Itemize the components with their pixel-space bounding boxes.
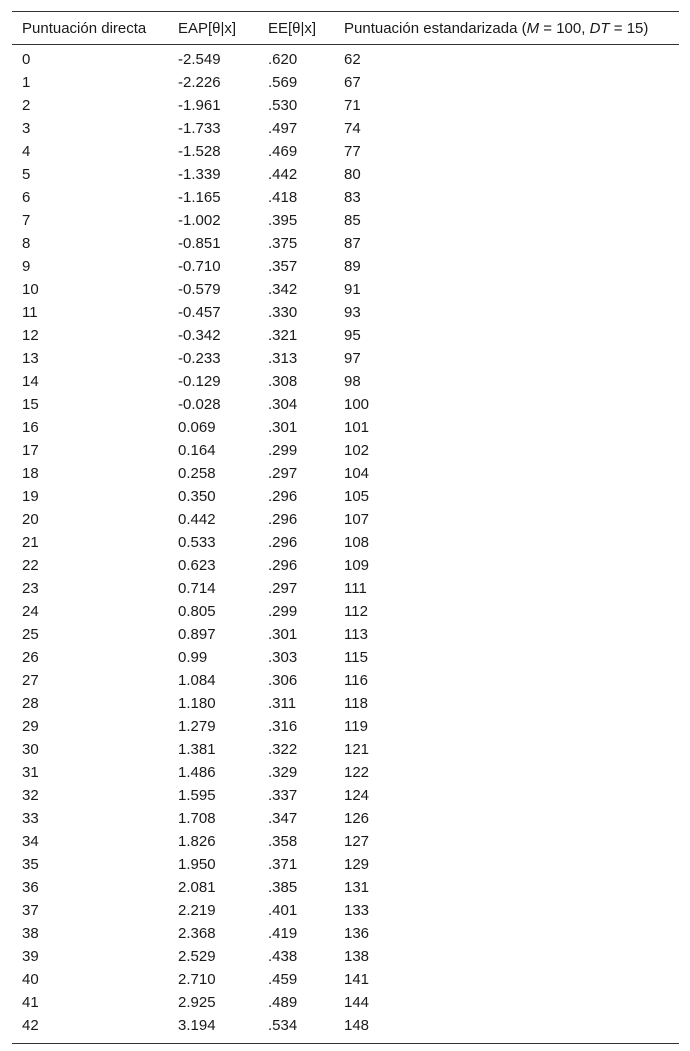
- eap-cell: 2.081: [178, 879, 216, 896]
- standard-error-cell: .297: [268, 465, 298, 482]
- table-row: [12, 853, 679, 876]
- standardized-score-cell: 107: [344, 511, 370, 528]
- eap-cell: 1.950: [178, 856, 216, 873]
- eap-cell: 0.805: [178, 603, 216, 620]
- eap-cell: 0.442: [178, 511, 216, 528]
- eap-cell: -1.165: [178, 189, 221, 206]
- table-row: [12, 301, 679, 324]
- standard-error-cell: .357: [268, 258, 298, 275]
- table-row: [12, 94, 679, 117]
- raw-score-cell: 22: [22, 557, 39, 574]
- standardized-score-cell: 122: [344, 764, 370, 781]
- eap-cell: -0.233: [178, 350, 221, 367]
- header-standard-error: EE[θ|x]: [268, 19, 317, 37]
- standardized-score-cell: 127: [344, 833, 370, 850]
- table-row: [12, 324, 679, 347]
- standardized-score-cell: 97: [344, 350, 361, 367]
- standard-error-cell: .489: [268, 994, 298, 1011]
- standard-error-cell: .316: [268, 718, 298, 735]
- standard-error-cell: .301: [268, 626, 298, 643]
- standard-error-cell: .469: [268, 143, 298, 160]
- header-sd-symbol: DT: [589, 19, 610, 37]
- eap-cell: 2.529: [178, 948, 216, 965]
- raw-score-cell: 16: [22, 419, 39, 436]
- raw-score-cell: 28: [22, 695, 39, 712]
- standardized-score-cell: 71: [344, 97, 361, 114]
- table-row: [12, 393, 679, 416]
- eap-cell: 2.219: [178, 902, 216, 919]
- eap-cell: 1.826: [178, 833, 216, 850]
- table-row: [12, 876, 679, 899]
- standardized-score-cell: 87: [344, 235, 361, 252]
- raw-score-cell: 15: [22, 396, 39, 413]
- standardized-score-cell: 136: [344, 925, 370, 942]
- standardized-score-cell: 101: [344, 419, 370, 436]
- header-standardized-score: [334, 12, 679, 45]
- table-row: [12, 899, 679, 922]
- standardized-score-cell: 113: [344, 626, 368, 643]
- table-row: [12, 163, 679, 186]
- eap-cell: -0.129: [178, 373, 221, 390]
- standardized-score-cell: 129: [344, 856, 370, 873]
- table-row: [12, 209, 679, 232]
- raw-score-cell: 14: [22, 373, 39, 390]
- eap-cell: 0.164: [178, 442, 216, 459]
- raw-score-cell: 2: [22, 97, 31, 114]
- standardized-score-cell: 116: [344, 672, 368, 689]
- raw-score-cell: 34: [22, 833, 39, 850]
- raw-score-cell: 25: [22, 626, 39, 643]
- header-standardized-prefix: Puntuación estandarizada (: [344, 19, 527, 37]
- standard-error-cell: .442: [268, 166, 298, 183]
- standardized-score-cell: 118: [344, 695, 368, 712]
- eap-cell: -1.339: [178, 166, 221, 183]
- standardized-score-cell: 112: [344, 603, 368, 620]
- standard-error-cell: .358: [268, 833, 298, 850]
- standardized-score-cell: 95: [344, 327, 361, 344]
- table-row: [12, 715, 679, 738]
- standardized-score-cell: 111: [344, 580, 367, 597]
- eap-cell: 0.897: [178, 626, 216, 643]
- standard-error-cell: .306: [268, 672, 298, 689]
- raw-score-cell: 31: [22, 764, 39, 781]
- standardized-score-cell: 144: [344, 994, 370, 1011]
- standard-error-cell: .569: [268, 74, 298, 91]
- raw-score-cell: 17: [22, 442, 39, 459]
- raw-score-cell: 12: [22, 327, 39, 344]
- standard-error-cell: .395: [268, 212, 298, 229]
- standardized-score-cell: 138: [344, 948, 370, 965]
- standard-error-cell: .296: [268, 511, 298, 528]
- eap-cell: 0.258: [178, 465, 216, 482]
- header-row: [12, 12, 679, 45]
- table-body: [12, 45, 679, 1044]
- raw-score-cell: 38: [22, 925, 39, 942]
- table-row: [12, 623, 679, 646]
- table-row: [12, 416, 679, 439]
- table-row: [12, 485, 679, 508]
- eap-cell: -0.710: [178, 258, 221, 275]
- table-row: [12, 462, 679, 485]
- raw-score-cell: 8: [22, 235, 31, 252]
- standard-error-cell: .342: [268, 281, 298, 298]
- standard-error-cell: .304: [268, 396, 298, 413]
- eap-cell: 1.180: [178, 695, 216, 712]
- table-row: [12, 922, 679, 945]
- standard-error-cell: .401: [268, 902, 298, 919]
- table-row: [12, 991, 679, 1014]
- eap-cell: 3.194: [178, 1017, 216, 1034]
- table-row: [12, 531, 679, 554]
- table-row: [12, 807, 679, 830]
- standard-error-cell: .321: [268, 327, 298, 344]
- table-row: [12, 784, 679, 807]
- table-row: [12, 830, 679, 853]
- standard-error-cell: .311: [268, 695, 297, 712]
- raw-score-cell: 4: [22, 143, 31, 160]
- standardized-score-cell: 148: [344, 1017, 370, 1034]
- raw-score-cell: 3: [22, 120, 31, 137]
- eap-cell: 0.623: [178, 557, 216, 574]
- table-row: [12, 140, 679, 163]
- raw-score-cell: 6: [22, 189, 31, 206]
- raw-score-cell: 33: [22, 810, 39, 827]
- standard-error-cell: .620: [268, 51, 298, 68]
- raw-score-cell: 23: [22, 580, 39, 597]
- eap-cell: -1.961: [178, 97, 221, 114]
- raw-score-cell: 32: [22, 787, 39, 804]
- table-row: [12, 278, 679, 301]
- table-row: [12, 738, 679, 761]
- score-conversion-table-container: [12, 11, 679, 1044]
- standard-error-cell: .371: [268, 856, 298, 873]
- standard-error-cell: .385: [268, 879, 298, 896]
- standardized-score-cell: 93: [344, 304, 361, 321]
- standardized-score-cell: 133: [344, 902, 370, 919]
- raw-score-cell: 36: [22, 879, 39, 896]
- raw-score-cell: 5: [22, 166, 31, 183]
- eap-cell: 0.533: [178, 534, 216, 551]
- standard-error-cell: .296: [268, 534, 298, 551]
- standardized-score-cell: 62: [344, 51, 361, 68]
- standard-error-cell: .497: [268, 120, 298, 137]
- eap-cell: 1.084: [178, 672, 216, 689]
- standard-error-cell: .313: [268, 350, 298, 367]
- eap-cell: 1.486: [178, 764, 216, 781]
- raw-score-cell: 19: [22, 488, 39, 505]
- raw-score-cell: 30: [22, 741, 39, 758]
- standard-error-cell: .375: [268, 235, 298, 252]
- raw-score-cell: 29: [22, 718, 39, 735]
- header-eap: EAP[θ|x]: [178, 19, 237, 37]
- eap-cell: 0.714: [178, 580, 216, 597]
- table-row: [12, 508, 679, 531]
- header-mean-symbol: M: [526, 19, 540, 37]
- eap-cell: 2.710: [178, 971, 216, 988]
- table-row: [12, 1014, 679, 1044]
- standardized-score-cell: 105: [344, 488, 370, 505]
- table-row: [12, 945, 679, 968]
- table-row: [12, 692, 679, 715]
- standard-error-cell: .297: [268, 580, 298, 597]
- table-row: [12, 646, 679, 669]
- standardized-score-cell: 121: [344, 741, 370, 758]
- header-mean-value: = 100,: [539, 19, 590, 37]
- table-row: [12, 577, 679, 600]
- standardized-score-cell: 141: [344, 971, 370, 988]
- standard-error-cell: .329: [268, 764, 298, 781]
- eap-cell: 1.708: [178, 810, 216, 827]
- standardized-score-cell: 119: [344, 718, 368, 735]
- raw-score-cell: 26: [22, 649, 39, 666]
- table-row: [12, 186, 679, 209]
- eap-cell: 1.381: [178, 741, 216, 758]
- standard-error-cell: .303: [268, 649, 298, 666]
- raw-score-cell: 37: [22, 902, 39, 919]
- raw-score-cell: 20: [22, 511, 39, 528]
- standard-error-cell: .530: [268, 97, 298, 114]
- standardized-score-cell: 74: [344, 120, 361, 137]
- standard-error-cell: .459: [268, 971, 298, 988]
- raw-score-cell: 7: [22, 212, 31, 229]
- raw-score-cell: 10: [22, 281, 39, 298]
- raw-score-cell: 24: [22, 603, 39, 620]
- table-row: [12, 554, 679, 577]
- raw-score-cell: 41: [22, 994, 39, 1011]
- standardized-score-cell: 124: [344, 787, 370, 804]
- raw-score-cell: 27: [22, 672, 39, 689]
- table-row: [12, 370, 679, 393]
- header-raw-score: Puntuación directa: [22, 19, 147, 37]
- header-sd-value: = 15): [609, 19, 649, 37]
- eap-cell: -0.028: [178, 396, 221, 413]
- eap-cell: 1.279: [178, 718, 216, 735]
- standard-error-cell: .296: [268, 557, 298, 574]
- standardized-score-cell: 109: [344, 557, 370, 574]
- eap-cell: -1.733: [178, 120, 221, 137]
- standardized-score-cell: 80: [344, 166, 361, 183]
- eap-cell: -0.457: [178, 304, 221, 321]
- standard-error-cell: .322: [268, 741, 298, 758]
- standard-error-cell: .308: [268, 373, 298, 390]
- eap-cell: -0.851: [178, 235, 221, 252]
- table-row: [12, 761, 679, 784]
- standard-error-cell: .438: [268, 948, 298, 965]
- standard-error-cell: .418: [268, 189, 298, 206]
- standardized-score-cell: 104: [344, 465, 370, 482]
- eap-cell: 2.925: [178, 994, 216, 1011]
- standardized-score-cell: 131: [344, 879, 370, 896]
- standardized-score-cell: 115: [344, 649, 368, 666]
- standard-error-cell: .299: [268, 603, 298, 620]
- standard-error-cell: .330: [268, 304, 298, 321]
- table-row: [12, 255, 679, 278]
- standard-error-cell: .534: [268, 1017, 298, 1034]
- standardized-score-cell: 67: [344, 74, 361, 91]
- standard-error-cell: .337: [268, 787, 298, 804]
- table-row: [12, 232, 679, 255]
- eap-cell: -0.579: [178, 281, 221, 298]
- standardized-score-cell: 108: [344, 534, 370, 551]
- eap-cell: -2.549: [178, 51, 221, 68]
- eap-cell: 2.368: [178, 925, 216, 942]
- raw-score-cell: 40: [22, 971, 39, 988]
- table-header: [12, 12, 679, 45]
- table-row: [12, 347, 679, 370]
- eap-cell: -2.226: [178, 74, 221, 91]
- standard-error-cell: .347: [268, 810, 298, 827]
- standardized-score-cell: 102: [344, 442, 370, 459]
- raw-score-cell: 13: [22, 350, 39, 367]
- standard-error-cell: .419: [268, 925, 298, 942]
- standard-error-cell: .299: [268, 442, 298, 459]
- standardized-score-cell: 77: [344, 143, 361, 160]
- eap-cell: 0.069: [178, 419, 216, 436]
- standard-error-cell: .301: [268, 419, 298, 436]
- raw-score-cell: 42: [22, 1017, 39, 1034]
- eap-cell: -1.528: [178, 143, 221, 160]
- raw-score-cell: 11: [22, 304, 38, 321]
- raw-score-cell: 18: [22, 465, 39, 482]
- eap-cell: -0.342: [178, 327, 221, 344]
- eap-cell: -1.002: [178, 212, 221, 229]
- table-row: [12, 45, 679, 72]
- standardized-score-cell: 85: [344, 212, 361, 229]
- table-row: [12, 600, 679, 623]
- standard-error-cell: .296: [268, 488, 298, 505]
- score-conversion-table: [12, 11, 679, 1044]
- table-row: [12, 439, 679, 462]
- standardized-score-cell: 91: [344, 281, 361, 298]
- standardized-score-cell: 89: [344, 258, 361, 275]
- raw-score-cell: 0: [22, 51, 31, 68]
- standardized-score-cell: 126: [344, 810, 370, 827]
- raw-score-cell: 9: [22, 258, 31, 275]
- standardized-score-cell: 98: [344, 373, 361, 390]
- table-row: [12, 117, 679, 140]
- table-row: [12, 669, 679, 692]
- standardized-score-cell: 83: [344, 189, 361, 206]
- raw-score-cell: 39: [22, 948, 39, 965]
- eap-cell: 0.99: [178, 649, 208, 666]
- eap-cell: 0.350: [178, 488, 216, 505]
- table-row: [12, 71, 679, 94]
- raw-score-cell: 35: [22, 856, 39, 873]
- raw-score-cell: 21: [22, 534, 39, 551]
- raw-score-cell: 1: [22, 74, 31, 91]
- eap-cell: 1.595: [178, 787, 216, 804]
- standardized-score-cell: 100: [344, 396, 370, 413]
- table-row: [12, 968, 679, 991]
